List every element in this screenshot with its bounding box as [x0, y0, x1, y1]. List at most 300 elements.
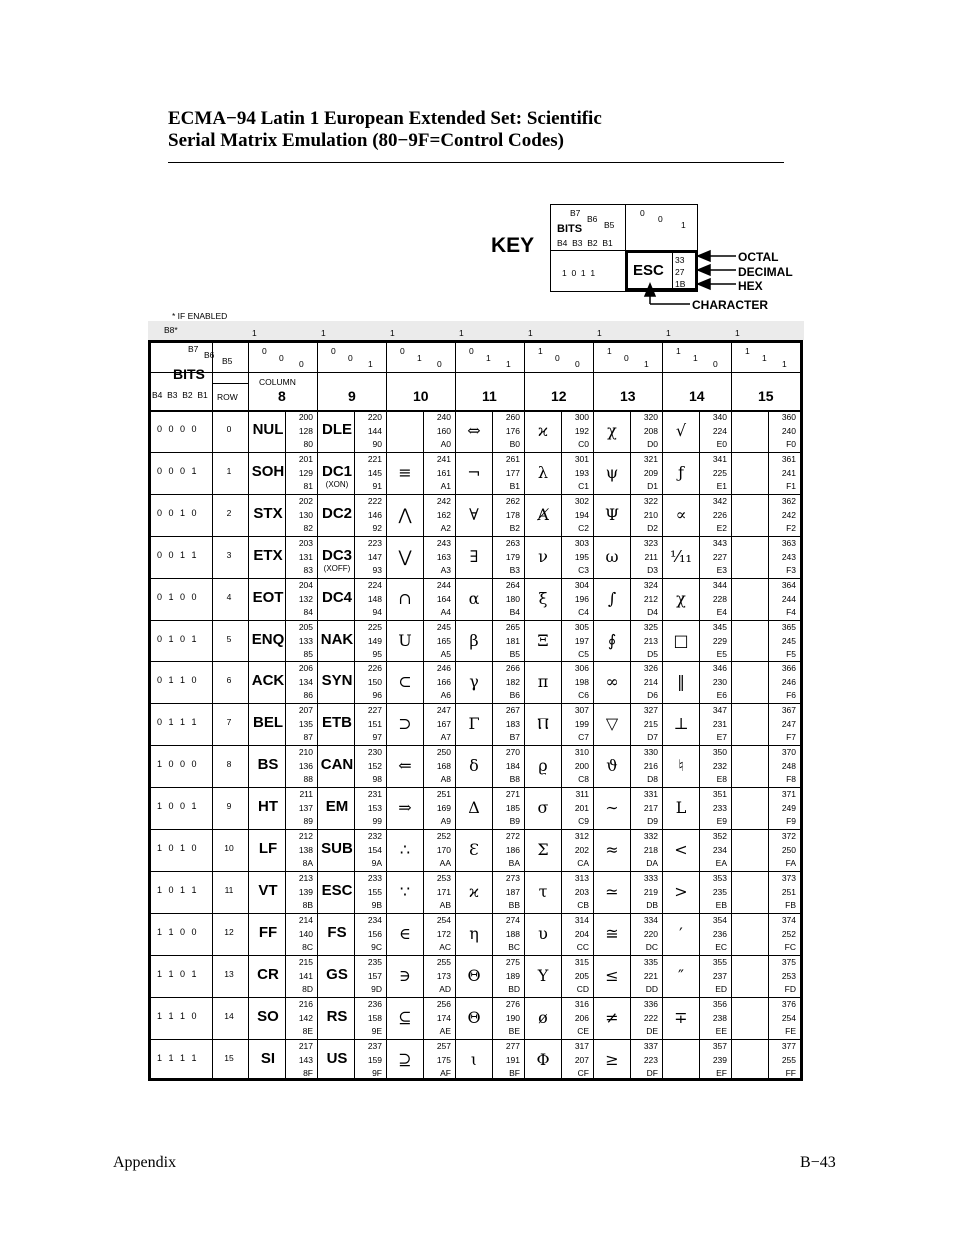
decimal-value: 242	[781, 509, 796, 520]
decimal-value: 131	[298, 551, 313, 562]
code-values	[354, 704, 382, 745]
decimal-value: 137	[298, 802, 313, 813]
code-values	[630, 453, 658, 494]
octal-value: 274	[505, 915, 520, 925]
hex-value: C8	[578, 774, 589, 784]
b8-value: 1	[252, 328, 257, 338]
hex-value: 99	[372, 816, 382, 826]
octal-value: 313	[574, 873, 589, 883]
decimal-value: 160	[436, 425, 451, 436]
header-b7: B7	[188, 344, 199, 354]
octal-value: 371	[781, 789, 796, 799]
decimal-value: 225	[712, 467, 727, 478]
key-bits-label: BITS	[557, 223, 583, 235]
decimal-value: 217	[643, 802, 658, 813]
code-values	[768, 579, 796, 620]
character-glyph: η	[469, 924, 479, 943]
code-values	[492, 872, 520, 913]
octal-value: 304	[574, 580, 589, 590]
code-values	[285, 662, 313, 703]
octal-value: 360	[781, 412, 796, 422]
hex-value: B9	[509, 816, 520, 826]
hex-value: D1	[647, 481, 658, 491]
character-glyph: ∃	[469, 547, 479, 566]
row-bits: 1 0 0 1	[157, 801, 199, 811]
code-values	[768, 662, 796, 703]
decimal-value: 181	[505, 635, 520, 646]
octal-value: 262	[505, 496, 520, 506]
hex-value: E1	[716, 481, 727, 491]
octal-value: 235	[367, 957, 382, 967]
control-char: DC4	[321, 589, 352, 606]
code-values	[285, 704, 313, 745]
character-glyph: ϱ	[538, 756, 548, 775]
hex-value: B3	[509, 565, 520, 575]
control-char: US	[326, 1050, 348, 1067]
character-glyph: ≈	[605, 840, 619, 859]
column-number: 14	[689, 388, 705, 404]
decimal-value: 175	[436, 1054, 451, 1065]
character-glyph: ♮	[678, 756, 684, 775]
code-values	[768, 704, 796, 745]
character-glyph: ⊆	[398, 1008, 412, 1027]
decimal-value: 161	[436, 467, 451, 478]
code-values	[285, 746, 313, 787]
character-glyph: ⊥	[673, 714, 689, 733]
hex-value: 9C	[371, 942, 382, 952]
octal-value: 224	[367, 580, 382, 590]
col-bit: 0	[713, 359, 718, 369]
hex-value: B2	[509, 523, 520, 533]
b8-label: B8*	[164, 325, 178, 335]
key-b5: B5	[604, 220, 615, 230]
code-values	[561, 411, 589, 452]
hex-value: E0	[716, 439, 727, 449]
code-values	[768, 830, 796, 871]
row-number: 7	[226, 717, 232, 727]
hex-value: D5	[647, 649, 658, 659]
hex-value: 8E	[302, 1026, 313, 1036]
octal-value: 256	[436, 999, 451, 1009]
hex-value: 9D	[371, 984, 382, 994]
code-values	[768, 998, 796, 1039]
decimal-value: 252	[781, 928, 796, 939]
octal-value: 233	[367, 873, 382, 883]
code-values	[354, 495, 382, 536]
code-values	[699, 872, 727, 913]
hex-value: C4	[578, 607, 589, 617]
octal-value: 277	[505, 1041, 520, 1051]
decimal-value: 249	[781, 802, 796, 813]
footer-left: Appendix	[113, 1154, 177, 1171]
decimal-value: 184	[505, 760, 520, 771]
character-glyph: ∋	[399, 966, 411, 985]
octal-value: 227	[367, 705, 382, 715]
octal-value: 252	[436, 831, 451, 841]
character-glyph: ≠	[605, 1008, 619, 1027]
hex-value: F4	[786, 607, 796, 617]
hex-value: B6	[509, 690, 520, 700]
hex-value: C3	[578, 565, 589, 575]
column-number: 10	[413, 388, 429, 404]
col-bit: 1	[506, 359, 511, 369]
decimal-value: 254	[781, 1012, 796, 1023]
hex-value: DF	[646, 1068, 658, 1078]
octal-value: 257	[436, 1041, 451, 1051]
code-values	[630, 830, 658, 871]
code-values	[561, 830, 589, 871]
control-char: BS	[257, 756, 279, 773]
octal-value: 337	[643, 1041, 658, 1051]
if-enabled-note: * IF ENABLED	[172, 311, 228, 321]
octal-value: 375	[781, 957, 796, 967]
decimal-value: 251	[781, 886, 796, 897]
octal-value: 367	[781, 705, 796, 715]
title-line-2: Serial Matrix Emulation (80−9F=Control Codes)	[168, 130, 564, 151]
code-values	[285, 998, 313, 1039]
hex-value: CB	[577, 900, 589, 910]
decimal-value: 203	[574, 886, 589, 897]
code-values	[699, 579, 727, 620]
octal-value: 223	[367, 538, 382, 548]
hex-value: B4	[509, 607, 520, 617]
decimal-value: 186	[505, 844, 520, 855]
octal-value: 213	[298, 873, 313, 883]
decimal-value: 158	[367, 1012, 382, 1023]
code-values	[423, 746, 451, 787]
column-number: 13	[620, 388, 636, 404]
b8-value: 1	[321, 328, 326, 338]
hex-value: DE	[646, 1026, 658, 1036]
character-glyph: ⇔	[467, 421, 481, 440]
code-values	[768, 621, 796, 662]
hex-value: 94	[372, 607, 382, 617]
row-number: 1	[226, 466, 232, 476]
hex-value: B0	[509, 439, 520, 449]
octal-value: 201	[298, 454, 313, 464]
decimal-value: 143	[298, 1054, 313, 1065]
octal-value: 302	[574, 496, 589, 506]
code-values	[630, 914, 658, 955]
octal-value: 317	[574, 1041, 589, 1051]
control-char: NUL	[252, 421, 284, 438]
decimal-value: 221	[643, 970, 658, 981]
character-glyph: ‖	[677, 672, 685, 691]
octal-value: 230	[367, 747, 382, 757]
row-label: ROW	[217, 392, 238, 402]
row-number: 3	[226, 550, 232, 560]
control-char: SOH	[251, 463, 285, 480]
character-glyph: τ	[538, 882, 548, 901]
code-values	[285, 453, 313, 494]
hex-value: BE	[508, 1026, 520, 1036]
hex-value: 80	[303, 439, 313, 449]
octal-value: 322	[643, 496, 658, 506]
column-number: 8	[278, 388, 286, 404]
key-char: ESC	[633, 262, 664, 279]
row-bits: 1 0 0 0	[157, 759, 199, 769]
hex-value: D2	[647, 523, 658, 533]
code-values	[561, 914, 589, 955]
col-bit: 1	[368, 359, 373, 369]
decimal-value: 234	[712, 844, 727, 855]
character-glyph: Γ	[468, 714, 480, 733]
row-number: 9	[226, 801, 232, 811]
hex-value: F9	[786, 816, 796, 826]
octal-value: 377	[781, 1041, 796, 1051]
character-glyph: Ξ	[537, 631, 549, 650]
octal-value: 212	[298, 831, 313, 841]
decimal-value: 147	[367, 551, 382, 562]
code-values	[285, 411, 313, 452]
decimal-value: 159	[367, 1054, 382, 1065]
code-values	[285, 537, 313, 578]
control-char: GS	[326, 966, 348, 983]
hex-value: 95	[372, 649, 382, 659]
octal-value: 275	[505, 957, 520, 967]
octal-value: 374	[781, 915, 796, 925]
hex-value: BF	[509, 1068, 520, 1078]
character-glyph: U	[398, 631, 412, 650]
character-glyph: ≤	[605, 966, 619, 985]
decimal-value: 245	[781, 635, 796, 646]
octal-value: 210	[298, 747, 313, 757]
key-top-bit: 1	[681, 220, 686, 230]
hex-value: 92	[372, 523, 382, 533]
control-char: ENQ	[251, 631, 285, 648]
row-bits: 1 1 0 1	[157, 969, 199, 979]
code-values	[492, 495, 520, 536]
character-glyph: ∞	[605, 672, 619, 691]
octal-value: 357	[712, 1041, 727, 1051]
code-values	[768, 746, 796, 787]
hex-value: C1	[578, 481, 589, 491]
octal-value: 316	[574, 999, 589, 1009]
hex-value: B5	[509, 649, 520, 659]
b8-value: 1	[390, 328, 395, 338]
decimal-value: 179	[505, 551, 520, 562]
octal-value: 253	[436, 873, 451, 883]
character-glyph: δ	[469, 756, 479, 775]
code-values	[768, 453, 796, 494]
hex-value: 93	[372, 565, 382, 575]
col-bit: 0	[575, 359, 580, 369]
decimal-value: 232	[712, 760, 727, 771]
octal-value: 300	[574, 412, 589, 422]
octal-value: 217	[298, 1041, 313, 1051]
decimal-value: 200	[574, 760, 589, 771]
decimal-value: 130	[298, 509, 313, 520]
octal-value: 373	[781, 873, 796, 883]
col-bit: 0	[555, 353, 560, 363]
column-number: 11	[482, 388, 497, 404]
decimal-value: 185	[505, 802, 520, 813]
decimal-value: 180	[505, 593, 520, 604]
octal-value: 215	[298, 957, 313, 967]
character-glyph: ν	[538, 547, 548, 566]
hex-value: 9F	[372, 1068, 382, 1078]
decimal-value: 145	[367, 467, 382, 478]
hex-value: 81	[303, 481, 313, 491]
hex-value: EA	[715, 858, 727, 868]
octal-value: 221	[367, 454, 382, 464]
decimal-value: 169	[436, 802, 451, 813]
hex-value: CD	[576, 984, 589, 994]
decimal-value: 246	[781, 676, 796, 687]
decimal-value: 176	[505, 425, 520, 436]
octal-value: 207	[298, 705, 313, 715]
octal-value: 240	[436, 412, 451, 422]
decimal-value: 156	[367, 928, 382, 939]
code-values	[492, 998, 520, 1039]
hex-value: 87	[303, 732, 313, 742]
decimal-value: 233	[712, 802, 727, 813]
decimal-value: 166	[436, 676, 451, 687]
code-values	[768, 537, 796, 578]
decimal-value: 191	[505, 1054, 520, 1065]
row-number: 4	[226, 592, 232, 602]
header-b5: B5	[222, 356, 233, 366]
decimal-value: 162	[436, 509, 451, 520]
character-glyph: ¬	[467, 463, 481, 482]
code-values	[423, 914, 451, 955]
hex-value: BB	[508, 900, 520, 910]
decimal-value: 151	[367, 718, 382, 729]
character-glyph: √	[675, 421, 687, 440]
hex-value: A9	[440, 816, 451, 826]
key-labels	[738, 250, 793, 294]
decimal-value: 129	[298, 467, 313, 478]
code-values	[699, 662, 727, 703]
character-glyph: ∈	[399, 924, 411, 943]
decimal-value: 231	[712, 718, 727, 729]
octal-value: 222	[367, 496, 382, 506]
col-bit: 0	[437, 359, 442, 369]
b4b1-label: B4 B3 B2 B1	[152, 390, 208, 400]
decimal-value: 188	[505, 928, 520, 939]
key-label-octal: OCTAL	[738, 250, 779, 264]
octal-value: 345	[712, 622, 727, 632]
hex-value: 9A	[371, 858, 382, 868]
character-glyph: ξ	[538, 589, 548, 608]
b8-band	[148, 321, 804, 340]
code-values	[423, 998, 451, 1039]
hex-value: AC	[439, 942, 451, 952]
code-values	[630, 872, 658, 913]
hex-value: 8F	[303, 1068, 313, 1078]
decimal-value: 189	[505, 970, 520, 981]
hex-value: EE	[715, 1026, 727, 1036]
octal-value: 226	[367, 663, 382, 673]
hex-value: A7	[440, 732, 451, 742]
hex-value: BC	[508, 942, 520, 952]
control-char: EM	[325, 798, 349, 815]
column-label: COLUMN	[259, 377, 296, 387]
hex-value: 8A	[302, 858, 313, 868]
decimal-value: 170	[436, 844, 451, 855]
col-bit: 0	[400, 346, 405, 356]
octal-value: 231	[367, 789, 382, 799]
code-values	[699, 956, 727, 997]
decimal-value: 187	[505, 886, 520, 897]
code-values	[354, 788, 382, 829]
code-values	[561, 537, 589, 578]
row-bits: 0 1 1 0	[157, 675, 199, 685]
octal-value: 333	[643, 873, 658, 883]
octal-value: 273	[505, 873, 520, 883]
title-line-1: ECMA−94 Latin 1 European Extended Set: Scientific	[168, 108, 602, 129]
decimal-value: 226	[712, 509, 727, 520]
hex-value: CF	[577, 1068, 589, 1078]
hex-value: 85	[303, 649, 313, 659]
octal-value: 354	[712, 915, 727, 925]
decimal-value: 154	[367, 844, 382, 855]
code-values	[561, 998, 589, 1039]
octal-value: 264	[505, 580, 520, 590]
key-b4b1: B4 B3 B2 B1	[557, 238, 613, 248]
control-char: HT	[258, 798, 278, 815]
row-bits: 0 0 0 0	[157, 424, 199, 434]
octal-value: 301	[574, 454, 589, 464]
decimal-value: 229	[712, 635, 727, 646]
decimal-value: 235	[712, 886, 727, 897]
octal-value: 361	[781, 454, 796, 464]
hex-value: DC	[645, 942, 658, 952]
decimal-value: 168	[436, 760, 451, 771]
code-values	[285, 956, 313, 997]
hex-value: A0	[440, 439, 451, 449]
character-glyph: ≃	[605, 882, 619, 901]
code-values	[630, 704, 658, 745]
decimal-value: 140	[298, 928, 313, 939]
character-glyph: σ	[537, 798, 549, 817]
character-glyph: Θ	[467, 966, 481, 985]
decimal-value: 173	[436, 970, 451, 981]
hex-value: 91	[372, 481, 382, 491]
row-bits: 0 1 1 1	[157, 717, 199, 727]
code-values	[561, 495, 589, 536]
code-values	[492, 746, 520, 787]
hex-value: C2	[578, 523, 589, 533]
hex-value: BA	[508, 858, 520, 868]
hex-value: FC	[784, 942, 796, 952]
code-values	[492, 621, 520, 662]
character-glyph: ′	[679, 924, 683, 943]
octal-value: 260	[505, 412, 520, 422]
octal-value: 202	[298, 496, 313, 506]
decimal-value: 241	[781, 467, 796, 478]
decimal-value: 128	[298, 425, 313, 436]
hex-value: D0	[647, 439, 658, 449]
decimal-value: 255	[781, 1054, 796, 1065]
octal-value: 216	[298, 999, 313, 1009]
code-values	[354, 998, 382, 1039]
octal-value: 303	[574, 538, 589, 548]
character-glyph: ƒ	[678, 463, 684, 482]
character-glyph: ϰ	[538, 421, 548, 440]
octal-value: 324	[643, 580, 658, 590]
character-glyph: ⋀	[398, 505, 412, 524]
decimal-value: 244	[781, 593, 796, 604]
hex-value: EF	[716, 1068, 727, 1078]
control-char: ETB	[322, 714, 352, 731]
octal-value: 352	[712, 831, 727, 841]
octal-value: 331	[643, 789, 658, 799]
character-glyph: ⋁	[398, 547, 412, 566]
hex-value: CE	[577, 1026, 589, 1036]
character-glyph: ∫	[607, 589, 617, 608]
hex-value: C0	[578, 439, 589, 449]
